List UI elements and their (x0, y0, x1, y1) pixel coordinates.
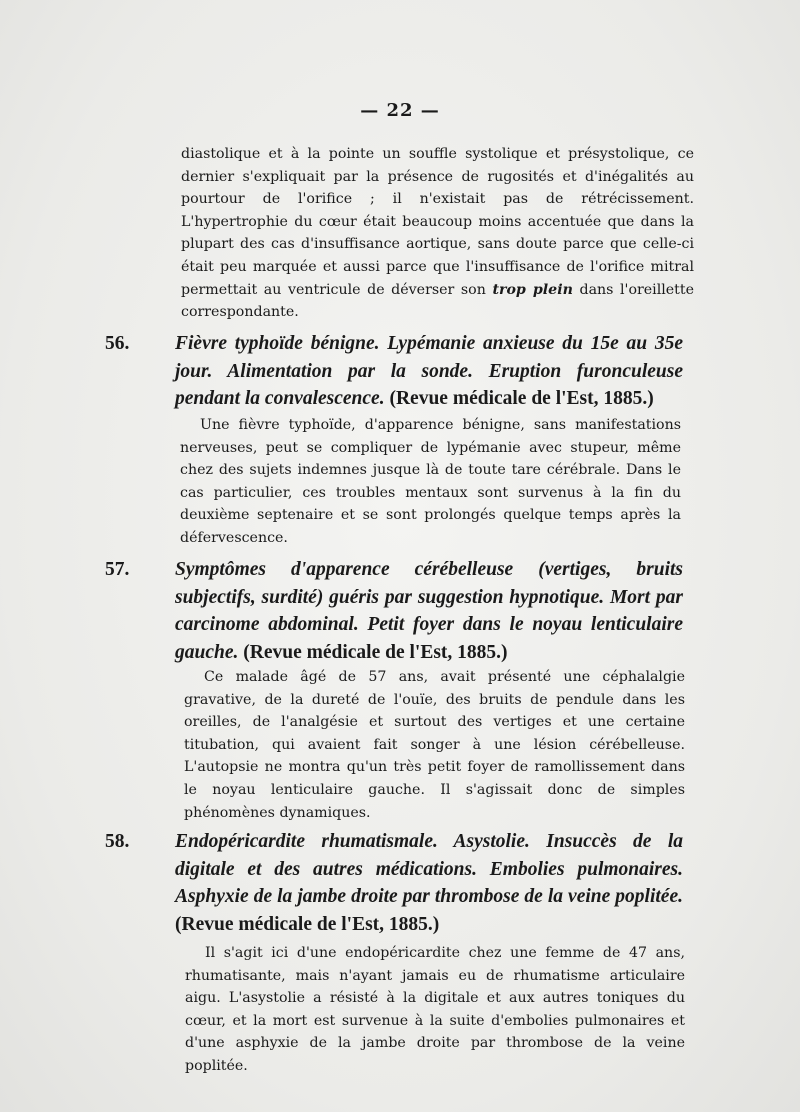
entry-title: Symptômes d'apparence cérébelleuse (vertiges, bruits subjectifs, surdité) guéris par suggestion hypnotique. Mort par carcinome abdominal. Petit foyer dans le noyau lenticulaire gauche. (175, 559, 683, 663)
entry-number: 58. (105, 831, 130, 852)
entry-title: Endopéricardite rhumatismale. Asystolie. Insuccès de la digitale et des autres médications. Embolies pulmonaires. Asphyxie de la jambe droite par thrombose de la veine poplitée. (175, 831, 683, 907)
intro-text: diastolique et à la pointe un souffle systolique et présystolique, ce dernier s'expliquait par la présence de rugosités et d'inégalités au pourtour de l'orifice ; il n'existait pas de rétrécissement. L'hypertrophie du cœur était beaucoup moins accentuée que dans la plupart des cas d'insuffisance aortique, sans doute parce que celle-ci était peu marquée et aussi parce que l'insuffisance de l'orifice mitral permettait au ventricule de déverser son (181, 146, 694, 298)
entry-body: Une fièvre typhoïde, d'apparence bénigne, sans manifestations nerveuses, peut se compliquer de lypémanie avec stupeur, même chez des sujets indemnes jusque là de toute tare cérébrale. Dans le cas particulier, ces troubles mentaux sont survenus à la fin du deuxième septenaire et se sont prolongés quelque temps après la défervescence. (180, 417, 681, 546)
entry-source: (Revue médicale de l'Est, 1885.) (175, 913, 440, 935)
page-number: — 22 — (360, 100, 440, 121)
entry-body: Ce malade âgé de 57 ans, avait présenté une céphalalgie gravative, de la dureté de l'ouïe, des bruits de pendule dans les oreilles, de l'analgésie et surtout des vertiges et une certaine titubation, qui avaient fait songer à une lésion cérébelleuse. L'autopsie ne montra qu'un très petit foyer de ramollissement dans le noyau lenticulaire gauche. Il s'agissait donc de simples phénomènes dynamiques. (184, 669, 685, 821)
entry-56-heading (105, 330, 683, 413)
entry-58-body (185, 942, 685, 1078)
entry-57-body (184, 666, 685, 824)
entry-57-heading (105, 556, 683, 666)
entry-source: (Revue médicale de l'Est, 1885.) (243, 641, 508, 663)
entry-body: Il s'agit ici d'une endopéricardite chez une femme de 47 ans, rhumatisante, mais n'ayant jamais eu de rhumatisme articulaire aigu. L'asystolie a résisté à la digitale et aux autres toniques du cœur, et la mort est survenue à la suite d'embolies pulmonaires et d'une asphyxie de la jambe droite par thrombose de la veine poplitée. (185, 945, 685, 1074)
intro-italic: trop plein (492, 281, 573, 298)
entry-number: 56. (105, 333, 130, 354)
entry-56-body (180, 414, 681, 550)
entry-title: Fièvre typhoïde bénigne. Lypémanie anxieuse du 15e au 35e jour. Alimentation par la sonde. Eruption furonculeuse pendant la convalescence. (175, 333, 683, 409)
intro-paragraph (181, 143, 694, 324)
entry-source: (Revue médicale de l'Est, 1885.) (389, 388, 654, 409)
entry-number: 57. (105, 559, 130, 580)
intro-text-end: dans l'oreillette correspondante. (181, 281, 694, 321)
entry-58-heading (105, 828, 683, 938)
